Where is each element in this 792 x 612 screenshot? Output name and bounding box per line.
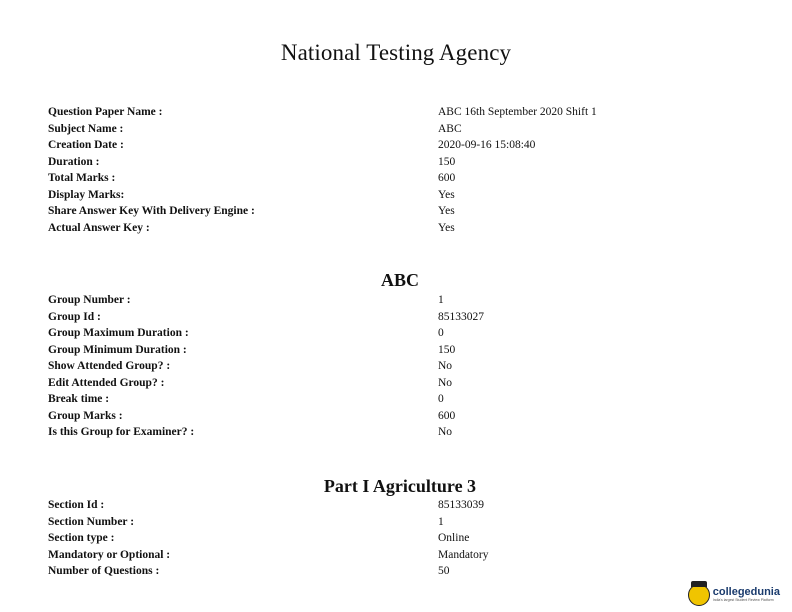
paper-info-block [48, 104, 748, 236]
info-label: Actual Answer Key : [48, 221, 150, 234]
info-label: Total Marks : [48, 172, 116, 184]
group-value: 0 [438, 393, 444, 405]
info-value: ABC 16th September 2020 Shift 1 [438, 106, 597, 118]
info-label: Subject Name : [48, 122, 124, 135]
section-row [48, 514, 748, 531]
group-row [48, 309, 748, 326]
section-row [48, 563, 748, 580]
info-value: Yes [438, 188, 455, 201]
group-row [48, 342, 748, 359]
group-label: Break time : [48, 393, 110, 405]
info-value: 2020-09-16 15:08:40 [438, 139, 536, 151]
info-label: Display Marks: [48, 188, 125, 201]
group-heading: ABC [380, 270, 419, 290]
section-row [48, 547, 748, 564]
info-row [48, 154, 748, 171]
section-row [48, 530, 748, 547]
group-label: Edit Attended Group? : [48, 376, 165, 389]
info-label: Creation Date : [48, 139, 124, 151]
info-row [48, 104, 748, 121]
group-value: No [438, 376, 453, 389]
info-value: ABC [438, 122, 462, 135]
info-value: Yes [438, 221, 455, 234]
group-value: 150 [438, 343, 456, 356]
group-row [48, 391, 748, 408]
info-row [48, 203, 748, 220]
group-label: Show Attended Group? : [48, 360, 171, 372]
section-value: 50 [438, 565, 450, 577]
info-row [48, 187, 748, 204]
group-value: 600 [438, 409, 456, 422]
group-value: No [438, 426, 453, 438]
section-value: Online [438, 532, 470, 544]
collegedunia-watermark [688, 584, 780, 606]
group-row [48, 424, 748, 441]
info-label: Question Paper Name : [48, 106, 163, 118]
group-row [48, 325, 748, 342]
group-value: 0 [438, 327, 444, 339]
section-value: 85133039 [438, 499, 484, 511]
section-info-block [48, 497, 748, 580]
group-value: No [438, 360, 453, 372]
section-label: Number of Questions : [48, 565, 160, 577]
group-row [48, 375, 748, 392]
group-label: Group Marks : [48, 409, 123, 422]
section-value: 1 [438, 515, 444, 528]
info-label: Duration : [48, 155, 100, 168]
info-value: 600 [438, 172, 456, 184]
info-label: Share Answer Key With Delivery Engine : [48, 205, 255, 217]
info-value: Yes [438, 205, 455, 217]
page-title: National Testing Agency [280, 40, 512, 65]
info-row [48, 170, 748, 187]
group-label: Group Maximum Duration : [48, 327, 189, 339]
info-row [48, 121, 748, 138]
section-label: Section Id : [48, 499, 105, 511]
graduate-mascot-icon [688, 584, 710, 606]
info-row [48, 137, 748, 154]
section-label: Section type : [48, 532, 115, 544]
section-heading: Part I Agriculture 3 [323, 476, 477, 496]
group-row [48, 408, 748, 425]
group-label: Group Id : [48, 310, 101, 323]
group-label: Is this Group for Examiner? : [48, 426, 195, 438]
section-label: Section Number : [48, 515, 135, 528]
group-row [48, 358, 748, 375]
watermark-text [713, 587, 780, 603]
watermark-tagline: India's largest Student Review Platform [712, 598, 774, 603]
group-row [48, 292, 748, 309]
group-value: 1 [438, 294, 444, 306]
info-value: 150 [438, 155, 456, 168]
section-row [48, 497, 748, 514]
section-value: Mandatory [438, 548, 489, 561]
group-value: 85133027 [438, 310, 484, 323]
group-label: Group Minimum Duration : [48, 343, 187, 356]
group-info-block [48, 292, 748, 441]
watermark-brand: collegedunia [712, 586, 780, 599]
group-label: Group Number : [48, 294, 131, 306]
info-row [48, 220, 748, 237]
section-label: Mandatory or Optional : [48, 548, 171, 561]
